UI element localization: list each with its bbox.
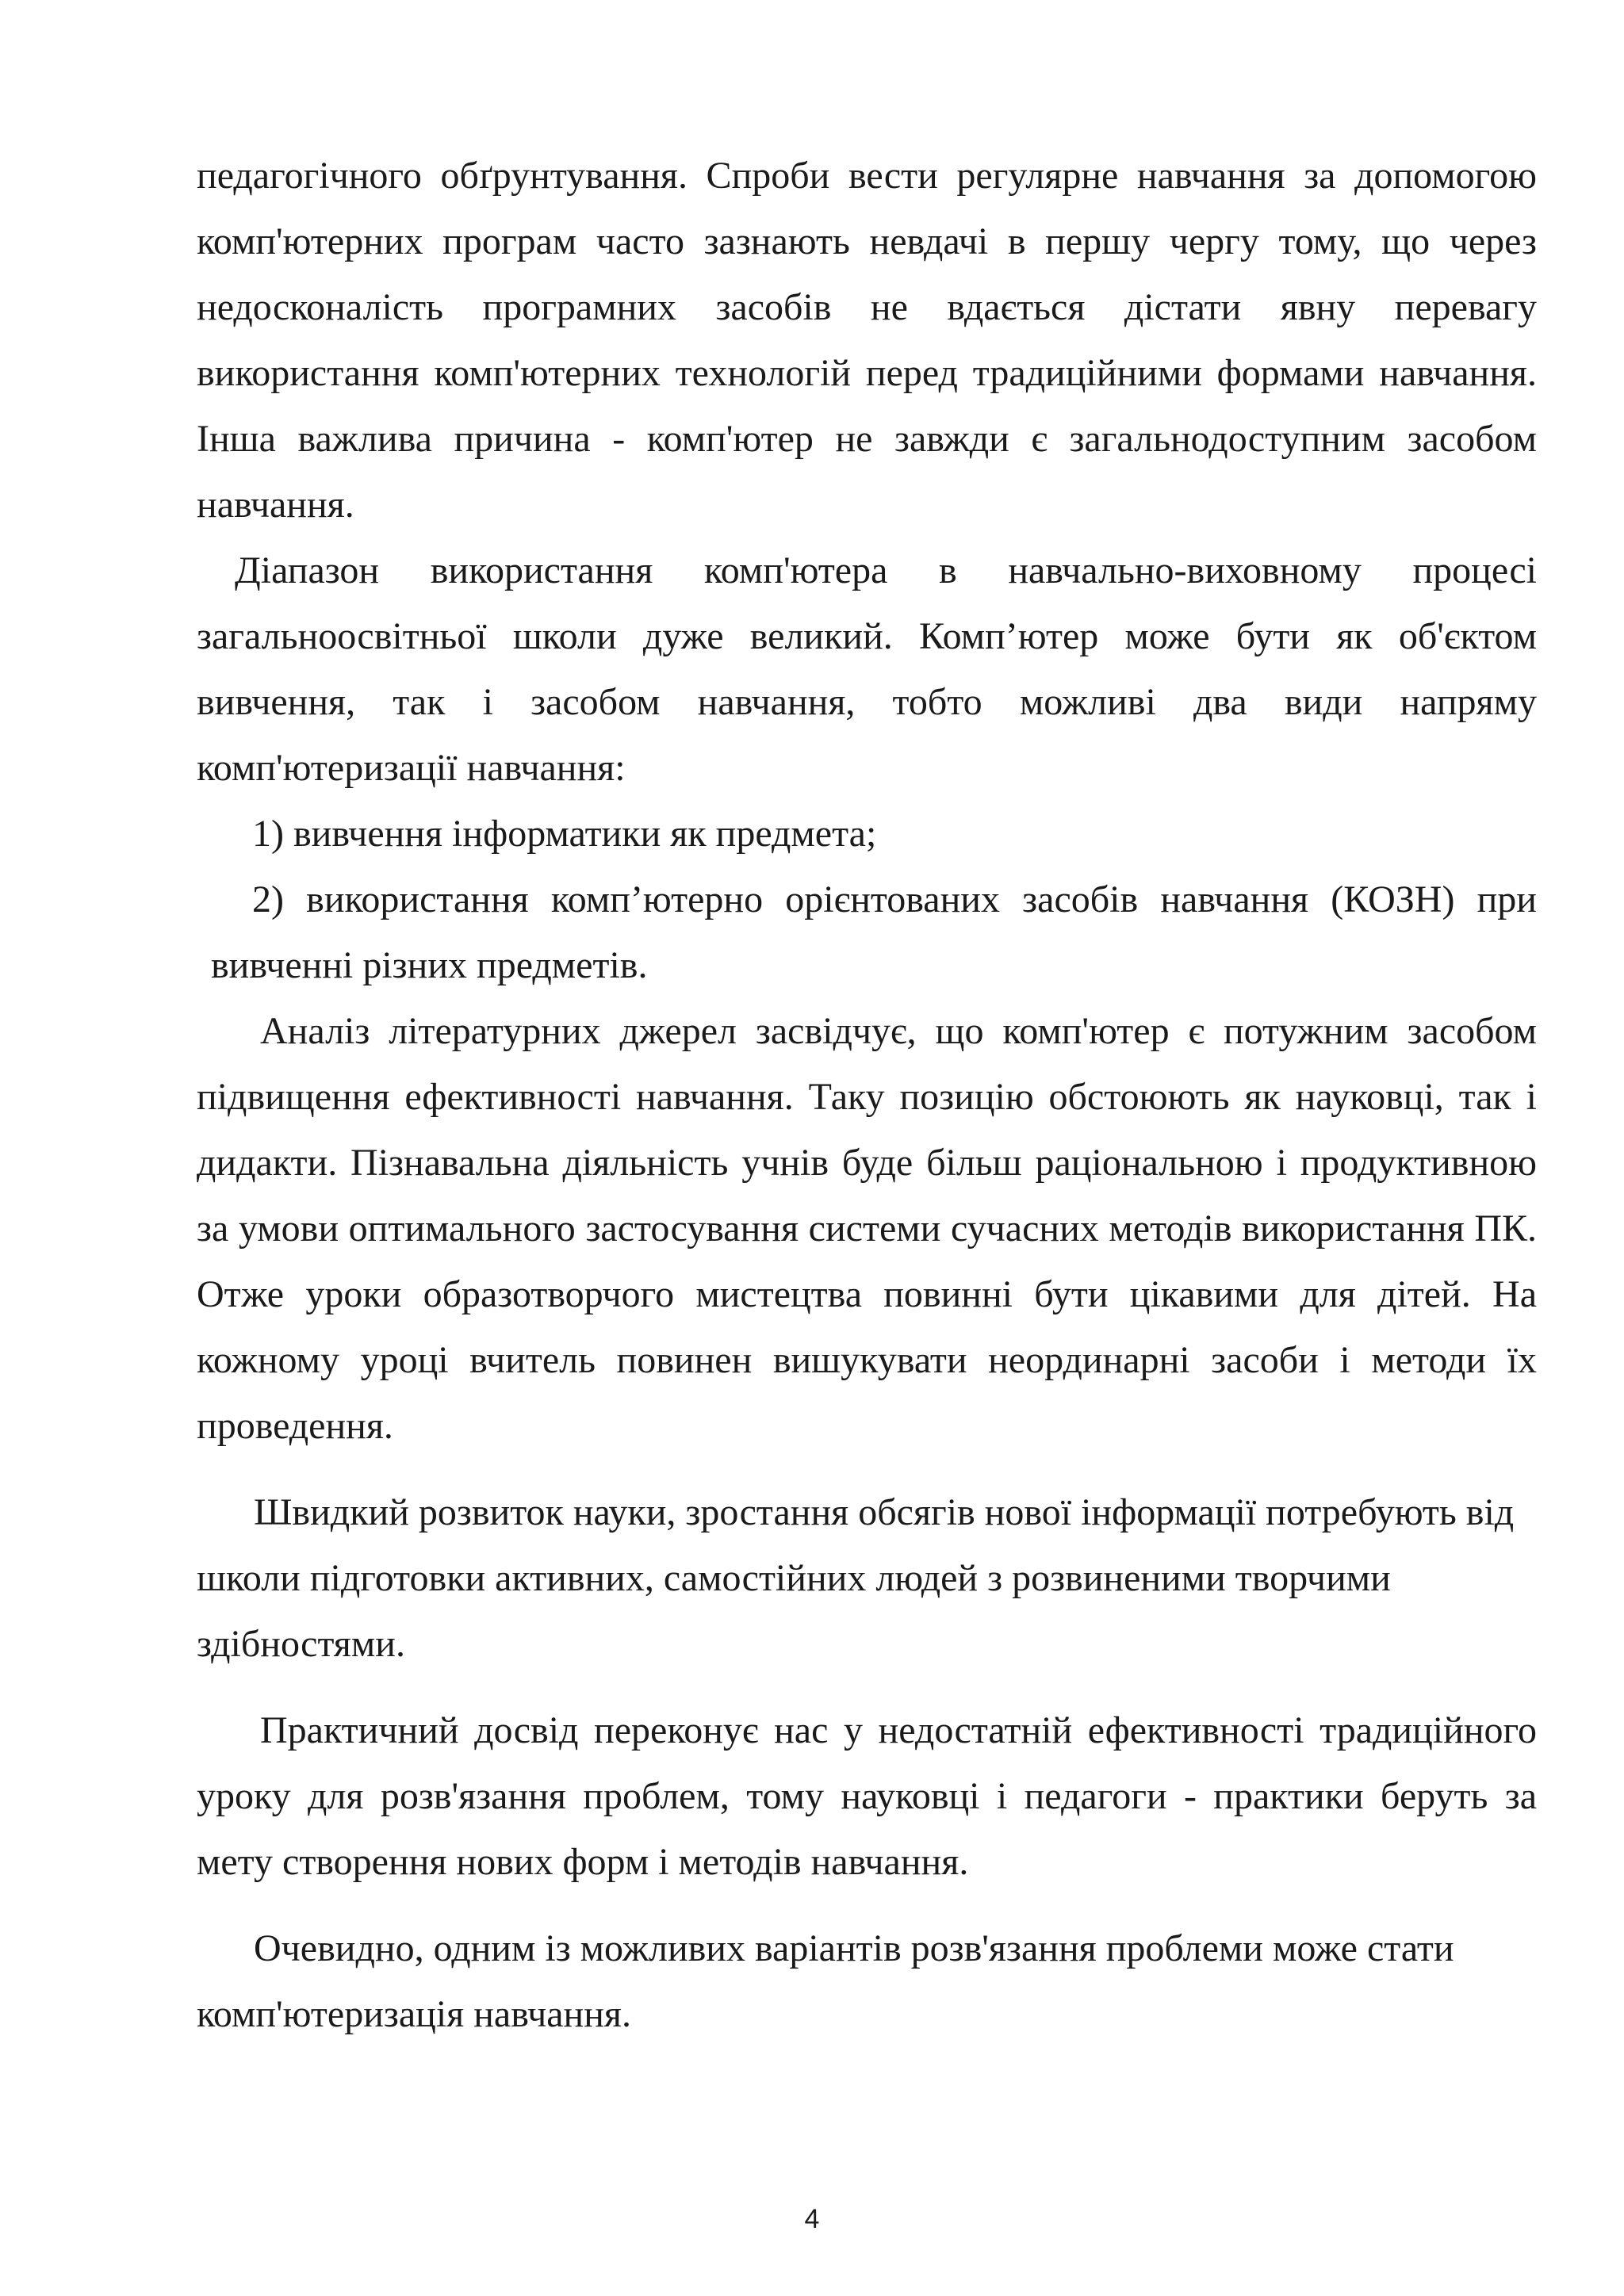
paragraph-conclusion: Очевидно, одним із можливих варіантів розв'язання проблеми може стати комп'ютеризація навчання. [197,1927,1454,2035]
paragraph-computer-range: Діапазон використання комп'ютера в навчально-виховному процесі загальноосвітньої школи дуже великий. Комп’ютер може бути як об'єктом вивчення, так і засобом навчання, тобто можливі два види напряму комп'ютеризації навчання: [197,549,1537,789]
paragraph-practical-experience: Практичний досвід переконує нас у недостатній ефективності традиційного уроку для розв'язання проблем, тому науковці і педагоги - практики беруть за мету створення нових форм і методів навчання. [197,1709,1537,1883]
paragraph-continuation: педагогічного обґрунтування. Спроби вести регулярне навчання за допомогою комп'ютерних програм часто зазнають невдачі в першу чергу тому, що через недосконалість програмних засобів не вдається дістати явну перевагу використання комп'ютерних технологій перед традиційними формами навчання. Інша важлива причина - комп'ютер не завжди є загальнодоступним засобом навчання. [197,155,1537,526]
body-text [197,143,1537,2047]
paragraph-science-development: Швидкий розвиток науки, зростання обсягів нової інформації потребують від школи підготовки активних, самостійних людей з розвиненими творчими здібностями. [197,1491,1515,1665]
list-item-1: 1) вивчення інформатики як предмета; [252,813,877,855]
list-item-2: 2) використання комп’ютерно орієнтованих засобів навчання (КОЗН) при вивченні різних предметів. [211,878,1537,986]
paragraph-literature-analysis: Аналіз літературних джерел засвідчує, що комп'ютер є потужним засобом підвищення ефективності навчання. Таку позицію обстоюють як науковці, так і дидакти. Пізнавальна діяльність учнів буде більш раціональною і продуктивною за умови оптимального застосування системи сучасних методів використання ПК. Отже уроки образотворчого мистецтва повинні бути цікавими для дітей. На кожному уроці вчитель повинен вишукувати неординарні засоби і методи їх проведення. [197,1010,1537,1447]
page-number: 4 [804,2204,820,2234]
